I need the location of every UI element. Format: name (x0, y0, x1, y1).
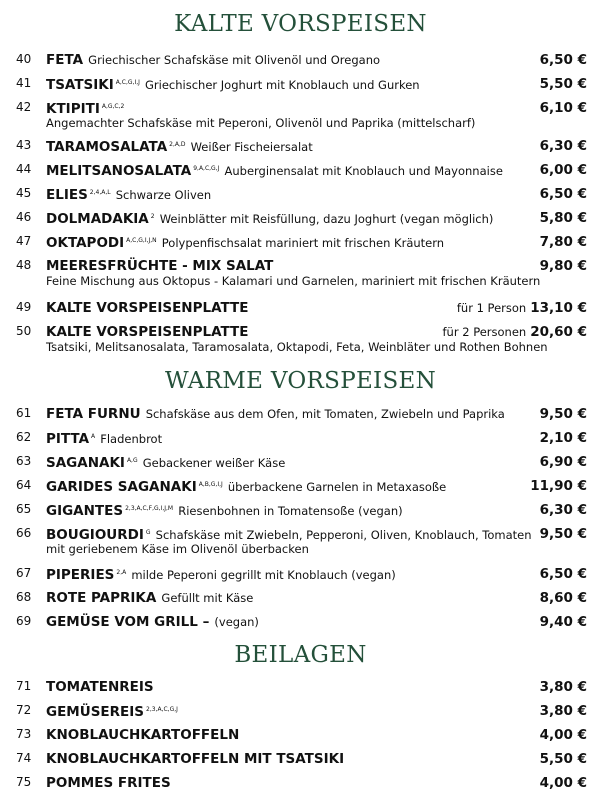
price-group (443, 322, 588, 341)
item-heading (46, 500, 403, 520)
item-price: 2,10 € (539, 430, 587, 446)
allergen-codes: G (145, 529, 151, 536)
allergen-codes: A,G (126, 457, 138, 464)
allergen-codes: A,C,G,I,J (115, 79, 140, 86)
item-number: 63 (16, 454, 32, 468)
price-group (540, 564, 587, 583)
item-price: 5,50 € (539, 751, 587, 767)
allergen-codes: 2,A,D (169, 141, 186, 148)
item-price: 9,50 € (539, 406, 587, 422)
item-heading (46, 232, 444, 252)
allergen-codes: A,B,G,I,J (198, 481, 223, 488)
item-heading (46, 256, 273, 275)
item-number: 62 (16, 430, 32, 444)
allergen-codes: 2 (150, 213, 155, 220)
item-description: Riesenbohnen in Tomatensoße (vegan) (178, 504, 403, 518)
item-description-line2: Tsatsiki, Melitsanosalata, Taramosalata, Oktapodi, Feta, Weinbläter und Rothen Bohnen (46, 340, 548, 354)
price-note: für 2 Personen (442, 325, 527, 339)
item-name: KALTE VORSPEISENPLATTE (46, 300, 249, 316)
item-description: (vegan) (214, 615, 259, 629)
item-description-line2: mit geriebenem Käse im Olivenöl überbacken (46, 542, 309, 556)
allergen-codes: 9,A,C,G,J (193, 165, 220, 172)
item-name: SAGANAKI (46, 455, 125, 471)
item-description: überbackene Garnelen in Metaxasoße (227, 480, 447, 494)
price-group (540, 256, 587, 275)
item-heading (46, 476, 446, 496)
price-group (540, 773, 587, 792)
item-name: TOMATENREIS (46, 679, 154, 695)
item-name: ROTE PAPRIKA (46, 590, 157, 606)
price-group (540, 404, 587, 423)
item-name: KNOBLAUCHKARTOFFELN (46, 727, 240, 743)
item-price: 4,00 € (539, 775, 587, 791)
item-heading (46, 404, 505, 423)
item-heading (46, 749, 344, 768)
section-title: KALTE VORSPEISEN (174, 11, 427, 37)
item-price: 9,80 € (539, 258, 587, 274)
item-heading (46, 588, 253, 607)
item-price: 7,80 € (539, 234, 587, 250)
item-description: Fladenbrot (100, 432, 163, 446)
item-heading (46, 98, 124, 118)
price-group (540, 612, 587, 631)
price-group (540, 749, 587, 768)
item-price: 3,80 € (539, 679, 587, 695)
item-number: 47 (16, 234, 32, 248)
item-number: 43 (16, 138, 32, 152)
item-description: Weinblätter mit Reisfüllung, dazu Joghurt (vegan möglich) (159, 212, 494, 226)
price-group (457, 298, 587, 317)
item-price: 6,50 € (539, 186, 587, 202)
item-number: 71 (16, 679, 32, 693)
item-number: 48 (16, 258, 32, 272)
item-name: MELITSANOSALATA (46, 163, 192, 179)
allergen-codes: A,C,G,I,J,N (126, 237, 157, 244)
allergen-codes: 2,3,A,C,F,G,I,J,M (125, 505, 174, 512)
price-group (540, 208, 587, 227)
item-price: 6,90 € (539, 454, 587, 470)
allergen-codes: 2,4,A,L (89, 189, 111, 196)
item-number: 69 (16, 614, 32, 628)
item-description: Griechischer Joghurt mit Knoblauch und Gurken (145, 78, 420, 92)
item-description: Schafskäse mit Zwiebeln, Pepperoni, Oliven, Knoblauch, Tomaten (155, 528, 532, 542)
item-number: 72 (16, 703, 32, 717)
item-description: Schwarze Oliven (115, 188, 212, 202)
price-group (540, 452, 587, 471)
item-name: GARIDES SAGANAKI (46, 479, 197, 495)
item-price: 4,00 € (539, 727, 587, 743)
price-group (540, 500, 587, 519)
item-name: TARAMOSALATA (46, 139, 168, 155)
item-price: 8,60 € (539, 590, 587, 606)
item-name: PITTA (46, 431, 90, 447)
item-heading (46, 612, 259, 631)
item-name: MEERESFRÜCHTE - MIX SALAT (46, 258, 274, 274)
item-price: 11,90 € (530, 478, 587, 494)
item-number: 73 (16, 727, 32, 741)
price-group (540, 232, 587, 251)
item-number: 66 (16, 526, 32, 540)
price-group (540, 524, 587, 543)
item-number: 64 (16, 478, 32, 492)
item-heading (46, 208, 493, 228)
item-price: 5,50 € (539, 76, 587, 92)
item-heading (46, 50, 380, 69)
item-price: 3,80 € (539, 703, 587, 719)
price-group (540, 701, 587, 720)
item-name: BOUGIOURDI (46, 527, 144, 543)
section-title: WARME VORSPEISEN (164, 368, 437, 394)
item-name: FETA (46, 52, 84, 68)
item-price: 6,30 € (539, 502, 587, 518)
item-name: DOLMADAKIA (46, 211, 149, 227)
item-description: Schafskäse aus dem Ofen, mit Tomaten, Zwiebeln und Paprika (145, 407, 505, 421)
item-name: OKTAPODI (46, 235, 125, 251)
price-group (540, 50, 587, 69)
item-name: GIGANTES (46, 503, 124, 519)
item-heading (46, 322, 248, 341)
price-group (540, 160, 587, 179)
price-group (540, 136, 587, 155)
item-number: 42 (16, 100, 32, 114)
item-heading (46, 725, 239, 744)
price-group (540, 725, 587, 744)
item-price: 5,80 € (539, 210, 587, 226)
item-heading (46, 564, 396, 584)
item-name: FETA FURNU (46, 406, 141, 422)
price-group (530, 476, 587, 495)
item-name: PIPERIES (46, 567, 115, 583)
item-name: ELIES (46, 187, 88, 203)
item-price: 6,10 € (539, 100, 587, 116)
item-number: 68 (16, 590, 32, 604)
item-price: 13,10 € (530, 300, 587, 316)
item-price: 20,60 € (530, 324, 587, 340)
item-heading (46, 773, 171, 792)
item-heading (46, 677, 154, 696)
item-number: 75 (16, 775, 32, 789)
item-number: 61 (16, 406, 32, 420)
item-number: 40 (16, 52, 32, 66)
item-description-line2: Angemachter Schafskäse mit Peperoni, Olivenöl und Paprika (mittelscharf) (46, 116, 476, 130)
item-heading (46, 160, 503, 180)
item-heading (46, 136, 313, 156)
item-heading (46, 428, 162, 448)
item-heading (46, 452, 285, 472)
item-description: Gebackener weißer Käse (142, 456, 286, 470)
item-number: 67 (16, 566, 32, 580)
item-name: GEMÜSE VOM GRILL – (46, 614, 210, 630)
item-price: 6,50 € (539, 52, 587, 68)
item-description: Polypenfischsalat mariniert mit frischen Kräutern (161, 236, 445, 250)
item-heading (46, 298, 248, 317)
item-description: milde Peperoni gegrillt mit Knoblauch (vegan) (131, 568, 396, 582)
allergen-codes: 2,A (116, 569, 127, 576)
item-price: 6,30 € (539, 138, 587, 154)
item-heading (46, 74, 420, 94)
price-group (540, 428, 587, 447)
allergen-codes: A (91, 433, 96, 440)
section-title: BEILAGEN (234, 642, 367, 668)
price-group (540, 677, 587, 696)
item-price: 6,00 € (539, 162, 587, 178)
item-description: Gefüllt mit Käse (161, 591, 254, 605)
item-name: POMMES FRITES (46, 775, 171, 791)
item-description: Auberginensalat mit Knoblauch und Mayonnaise (224, 164, 503, 178)
allergen-codes: A,G,C,2 (101, 103, 125, 110)
price-group (540, 74, 587, 93)
item-number: 49 (16, 300, 32, 314)
item-number: 50 (16, 324, 32, 338)
item-number: 65 (16, 502, 32, 516)
item-name: GEMÜSEREIS (46, 704, 145, 720)
item-number: 46 (16, 210, 32, 224)
item-number: 45 (16, 186, 32, 200)
item-name: KTIPITI (46, 101, 100, 117)
price-group (540, 588, 587, 607)
allergen-codes: 2,3,A,C,G,J (146, 706, 178, 713)
item-heading (46, 701, 178, 721)
item-description: Weißer Fischeiersalat (190, 140, 313, 154)
item-heading (46, 184, 211, 204)
price-note: für 1 Person (456, 301, 527, 315)
price-group (540, 184, 587, 203)
item-name: KNOBLAUCHKARTOFFELN MIT TSATSIKI (46, 751, 345, 767)
item-price: 9,50 € (539, 526, 587, 542)
item-description-line2: Feine Mischung aus Oktopus - Kalamari und Garnelen, mariniert mit frischen Kräutern (46, 274, 541, 288)
item-number: 44 (16, 162, 32, 176)
item-price: 9,40 € (539, 614, 587, 630)
item-description: Griechischer Schafskäse mit Olivenöl und Oregano (88, 53, 381, 67)
price-group (540, 98, 587, 117)
item-number: 74 (16, 751, 32, 765)
item-price: 6,50 € (539, 566, 587, 582)
item-name: TSATSIKI (46, 77, 114, 93)
item-name: KALTE VORSPEISENPLATTE (46, 324, 249, 340)
item-heading (46, 524, 532, 544)
item-number: 41 (16, 76, 32, 90)
